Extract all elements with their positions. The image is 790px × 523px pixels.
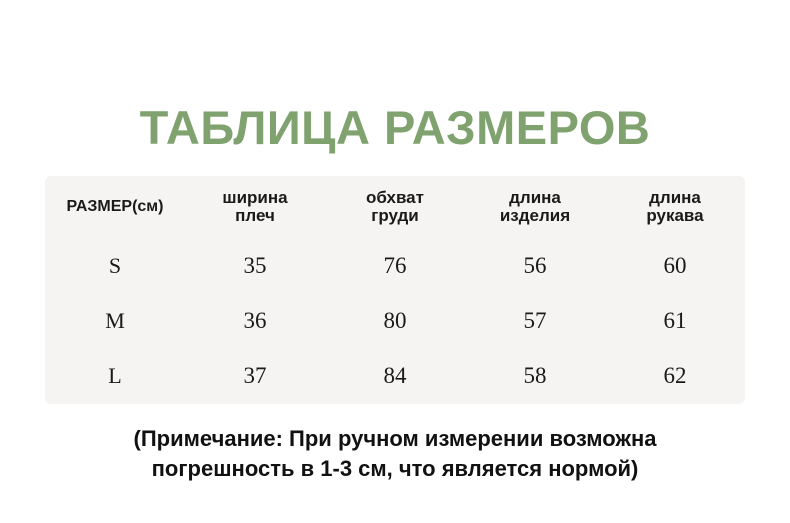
table-row xyxy=(45,293,745,348)
header-garment-length-line1: длина xyxy=(509,188,561,208)
measurement-note-line2: погрешность в 1-3 см, что является нормой) xyxy=(151,455,639,481)
header-size xyxy=(45,176,185,238)
cell-chest: 80 xyxy=(383,307,407,333)
cell-chest: 76 xyxy=(383,252,407,278)
header-chest-girth-line2: груди xyxy=(371,206,419,225)
cell-sleeve: 61 xyxy=(663,307,687,333)
header-chest-girth-line1: обхват xyxy=(366,188,424,208)
header-shoulder-width-line1: ширина xyxy=(222,188,288,208)
header-garment-length-line2: изделия xyxy=(499,206,571,225)
table-header xyxy=(45,176,745,238)
table-row xyxy=(45,238,745,293)
table-body xyxy=(45,238,745,404)
size-table-card xyxy=(45,176,745,404)
header-shoulder-width xyxy=(185,176,325,238)
header-sleeve-length xyxy=(605,176,745,238)
header-sleeve-length-line1: длина xyxy=(649,188,701,208)
header-size-line1: РАЗМЕР(см) xyxy=(66,197,164,215)
cell-size: L xyxy=(108,363,122,389)
header-garment-length xyxy=(465,176,605,238)
cell-length: 56 xyxy=(523,252,547,278)
cell-length: 58 xyxy=(523,363,547,389)
table-header-row xyxy=(45,176,745,238)
table-row xyxy=(45,349,745,404)
header-chest-girth xyxy=(325,176,465,238)
cell-length: 57 xyxy=(523,307,547,333)
header-sleeve-length-line2: рукава xyxy=(646,206,704,225)
cell-shoulder: 36 xyxy=(243,307,267,333)
header-shoulder-width-line2: плеч xyxy=(235,206,275,225)
measurement-note-line1: (Примечание: При ручном измерении возможна xyxy=(133,426,657,451)
measurement-note xyxy=(0,424,790,483)
size-table xyxy=(45,176,745,404)
cell-shoulder: 37 xyxy=(243,363,267,389)
cell-sleeve: 60 xyxy=(663,252,687,278)
cell-shoulder: 35 xyxy=(243,252,267,278)
cell-size: S xyxy=(108,252,122,278)
cell-sleeve: 62 xyxy=(663,363,687,389)
page-title: ТАБЛИЦА РАЗМЕРОВ xyxy=(139,101,651,154)
cell-chest: 84 xyxy=(383,363,407,389)
cell-size: M xyxy=(105,307,125,333)
